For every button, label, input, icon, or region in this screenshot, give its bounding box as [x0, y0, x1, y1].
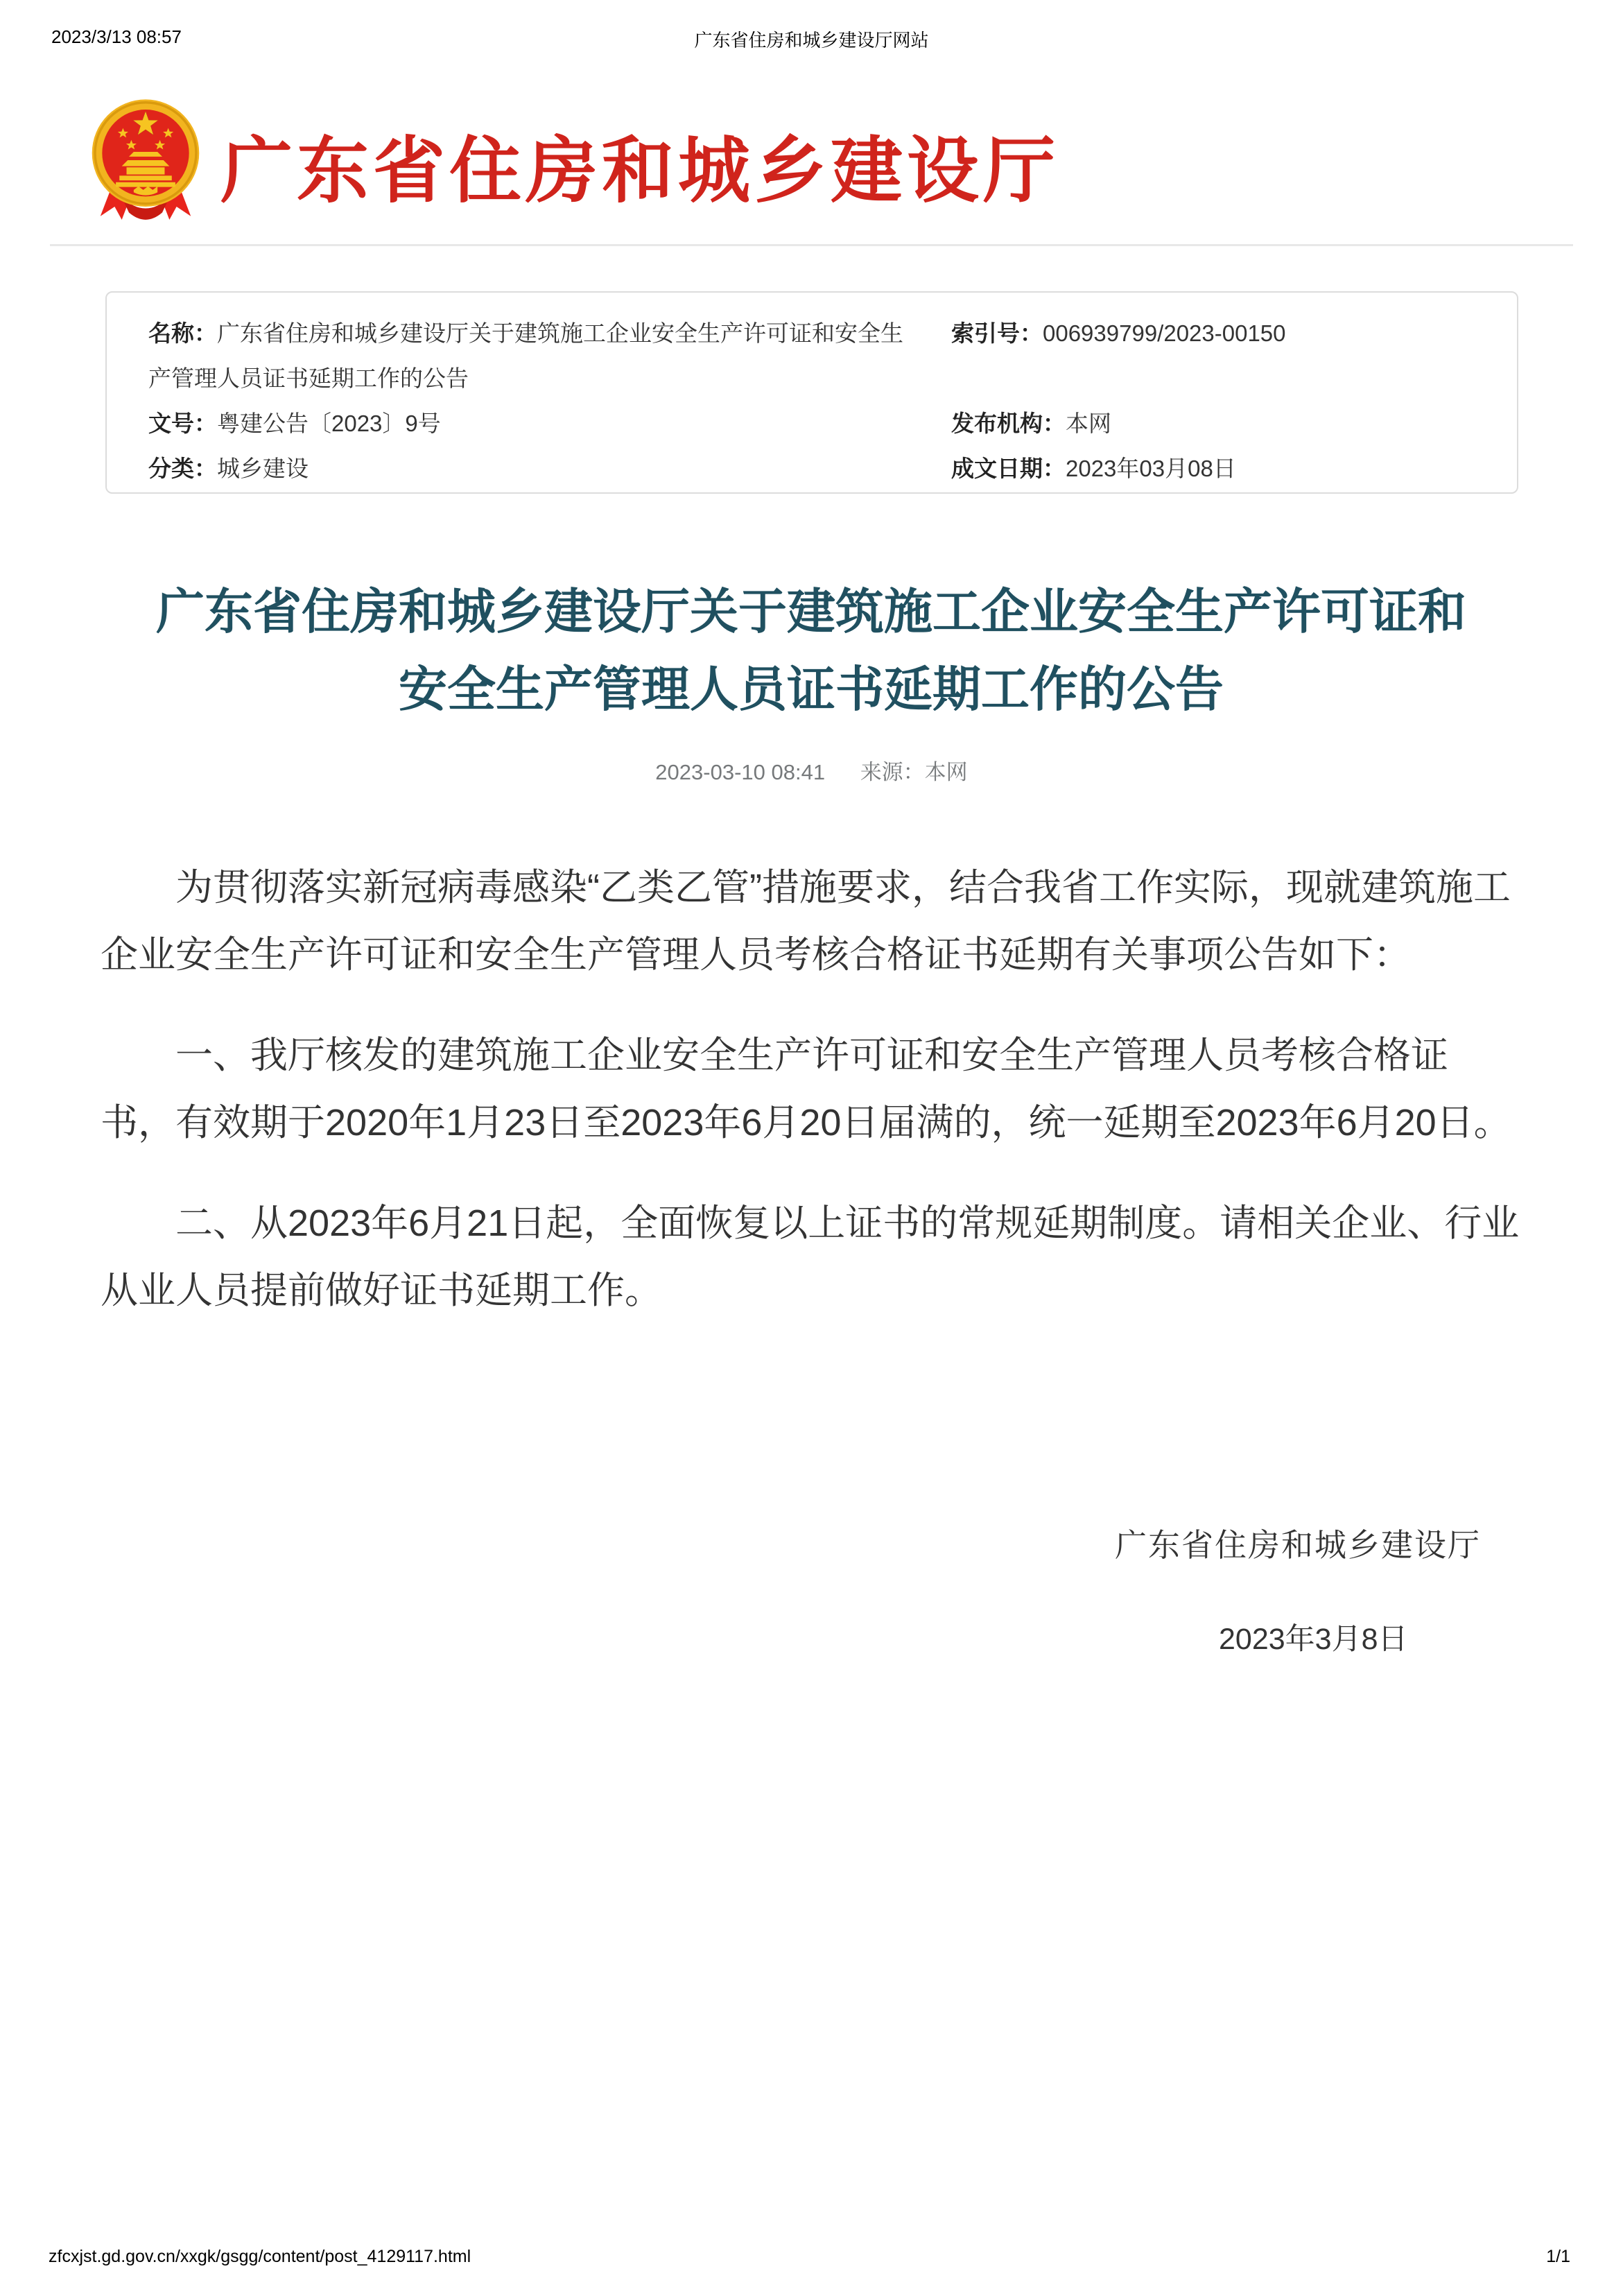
meta-label-date: 成文日期：	[951, 456, 1066, 481]
meta-row-publisher	[951, 401, 1477, 446]
signature-date: 2023年3月8日	[1219, 1623, 1408, 1656]
meta-label-publisher: 发布机构：	[951, 411, 1066, 436]
print-site-title: 广东省住房和城乡建设厅网站	[694, 30, 929, 51]
meta-label-index: 索引号：	[951, 320, 1043, 346]
meta-value-category: 城乡建设	[217, 456, 309, 481]
banner-divider	[50, 244, 1573, 246]
print-header	[50, 26, 1573, 50]
article-title	[104, 573, 1518, 728]
meta-row-name	[148, 311, 923, 401]
article-date-line	[0, 754, 1623, 786]
meta-label-docno: 文号：	[148, 411, 217, 436]
article-source: 来源：本网	[860, 760, 968, 784]
article-paragraph-3: 二、从2023年6月21日起，全面恢复以上证书的常规延期制度。请相关企业、行业从业人员提前做好证书延期工作。	[101, 1202, 1520, 1311]
meta-label-name: 名称：	[148, 320, 217, 346]
meta-value-docno: 粤建公告〔2023〕9号	[217, 411, 441, 436]
meta-row-category	[148, 446, 923, 491]
meta-left-column	[148, 311, 951, 481]
article-title-line2: 安全生产管理人员证书延期工作的公告	[399, 662, 1224, 716]
meta-value-publisher: 本网	[1066, 411, 1111, 436]
meta-row-docno	[148, 401, 923, 446]
meta-right-column	[951, 311, 1477, 481]
document-meta-box	[105, 291, 1518, 494]
print-footer	[0, 2247, 1623, 2270]
meta-row-index	[951, 311, 1477, 356]
meta-value-name: 广东省住房和城乡建设厅关于建筑施工企业安全生产许可证和安全生产管理人员证书延期工作的公告	[148, 320, 903, 391]
china-national-emblem-icon	[86, 97, 205, 223]
publish-datetime: 2023-03-10 08:41	[655, 760, 826, 784]
print-footer-url: zfcxjst.gd.gov.cn/xxgk/gsgg/content/post_4129117.html	[49, 2247, 471, 2266]
meta-row-date	[951, 446, 1477, 491]
article-body	[101, 854, 1522, 1358]
meta-value-index: 006939799/2023-00150	[1043, 320, 1286, 346]
signature-department: 广东省住房和城乡建设厅	[1115, 1527, 1481, 1563]
article-title-line1: 广东省住房和城乡建设厅关于建筑施工企业安全生产许可证和	[156, 585, 1466, 639]
meta-value-date: 2023年03月08日	[1066, 456, 1236, 481]
article-paragraph-1: 为贯彻落实新冠病毒感染“乙类乙管”措施要求，结合我省工作实际，现就建筑施工企业安全生产许可证和安全生产管理人员考核合格证书延期有关事项公告如下：	[101, 867, 1511, 976]
print-timestamp: 2023/3/13 08:57	[51, 26, 182, 47]
article-paragraph-2: 一、我厅核发的建筑施工企业安全生产许可证和安全生产管理人员考核合格证书，有效期于2020年1月23日至2023年6月20日届满的，统一延期至2023年6月20日。	[101, 1035, 1511, 1143]
meta-label-category: 分类：	[148, 456, 217, 481]
site-name: 广东省住房和城乡建设厅	[220, 131, 1060, 212]
print-page-number: 1/1	[1546, 2247, 1570, 2266]
